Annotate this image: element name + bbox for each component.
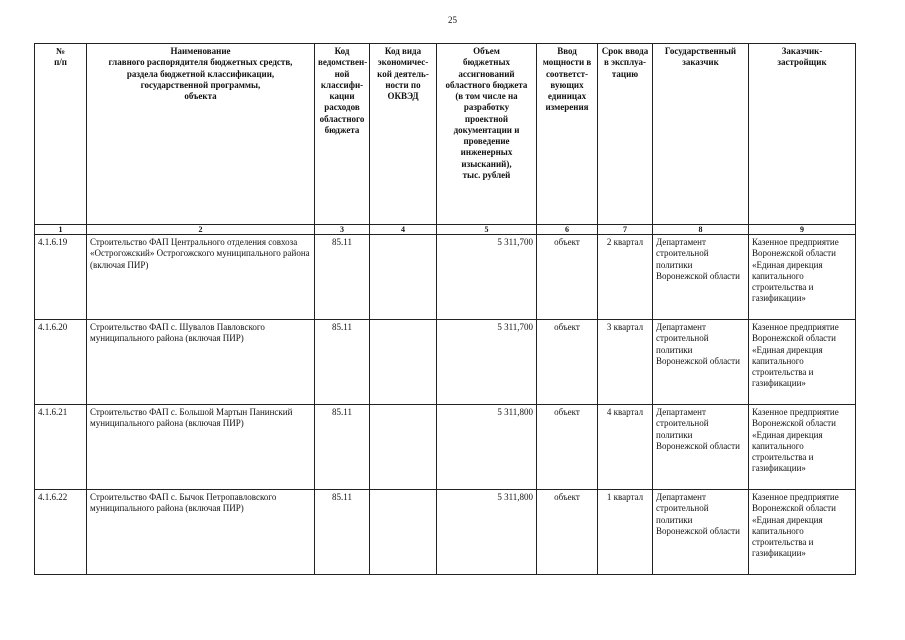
column-number: 5 [437, 225, 537, 235]
customer-developer: Казенное предприятие Воронежской области «Единая дирекция капитального строительства и газификации» [749, 405, 856, 490]
column-number-row [35, 225, 856, 235]
column-number: 4 [370, 225, 437, 235]
object-name: Строительство ФАП с. Большой Мартын Панинский муниципального района (включая ПИР) [87, 405, 315, 490]
okved-code [370, 235, 437, 320]
capacity-unit: объект [537, 320, 598, 405]
customer-developer: Казенное предприятие Воронежской области «Единая дирекция капитального строительства и газификации» [749, 490, 856, 575]
column-number: 7 [598, 225, 653, 235]
commission-term: 4 квартал [598, 405, 653, 490]
column-number: 6 [537, 225, 598, 235]
budget-code: 85.11 [315, 235, 370, 320]
header-cell-okved: Код вида экономичес- кой деятель- ности по ОКВЭД [370, 44, 437, 225]
row-number: 4.1.6.20 [35, 320, 87, 405]
commission-term: 2 квартал [598, 235, 653, 320]
okved-code [370, 320, 437, 405]
commission-term: 3 квартал [598, 320, 653, 405]
budget-amount: 5 311,800 [437, 490, 537, 575]
header-cell-gov-customer: Государственный заказчик [653, 44, 749, 225]
state-customer: Департамент строительной политики Воронежской области [653, 405, 749, 490]
header-cell-term: Срок ввода в эксплуа- тацию [598, 44, 653, 225]
object-name: Строительство ФАП с. Бычок Петропавловского муниципального района (включая ПИР) [87, 490, 315, 575]
budget-amount: 5 311,700 [437, 320, 537, 405]
column-number: 9 [749, 225, 856, 235]
capacity-unit: объект [537, 490, 598, 575]
state-customer: Департамент строительной политики Воронежской области [653, 490, 749, 575]
header-row [35, 44, 856, 225]
column-number: 2 [87, 225, 315, 235]
budget-amount: 5 311,800 [437, 405, 537, 490]
budget-code: 85.11 [315, 405, 370, 490]
header-cell-amount: Объем бюджетных ассигнований областного бюджета (в том числе на разработку проектной документации и проведение инженерных изысканий), тыс. рублей [437, 44, 537, 225]
budget-code: 85.11 [315, 490, 370, 575]
header-cell-unit: Ввод мощности в соответст- вующих единицах измерения [537, 44, 598, 225]
row-number: 4.1.6.22 [35, 490, 87, 575]
budget-code: 85.11 [315, 320, 370, 405]
row-number: 4.1.6.21 [35, 405, 87, 490]
row-number: 4.1.6.19 [35, 235, 87, 320]
header-cell-name: Наименование главного распорядителя бюджетных средств, раздела бюджетной классификации, государственной программы, объекта [87, 44, 315, 225]
capacity-unit: объект [537, 405, 598, 490]
object-name: Строительство ФАП с. Шувалов Павловского муниципального района (включая ПИР) [87, 320, 315, 405]
okved-code [370, 405, 437, 490]
column-number: 8 [653, 225, 749, 235]
column-number: 1 [35, 225, 87, 235]
column-number: 3 [315, 225, 370, 235]
table-row [35, 320, 856, 405]
table-row [35, 235, 856, 320]
table-row [35, 490, 856, 575]
table-row [35, 405, 856, 490]
page-number: 25 [448, 15, 457, 25]
budget-table [34, 43, 856, 575]
header-cell-num: № п/п [35, 44, 87, 225]
state-customer: Департамент строительной политики Воронежской области [653, 320, 749, 405]
header-cell-code: Код ведомствен- ной классифи- кации расходов областного бюджета [315, 44, 370, 225]
commission-term: 1 квартал [598, 490, 653, 575]
object-name: Строительство ФАП Центрального отделения совхоза «Острогожский» Острогожского муниципального района (включая ПИР) [87, 235, 315, 320]
header-cell-customer-developer: Заказчик- застройщик [749, 44, 856, 225]
customer-developer: Казенное предприятие Воронежской области «Единая дирекция капитального строительства и газификации» [749, 235, 856, 320]
customer-developer: Казенное предприятие Воронежской области «Единая дирекция капитального строительства и газификации» [749, 320, 856, 405]
capacity-unit: объект [537, 235, 598, 320]
state-customer: Департамент строительной политики Воронежской области [653, 235, 749, 320]
okved-code [370, 490, 437, 575]
budget-amount: 5 311,700 [437, 235, 537, 320]
